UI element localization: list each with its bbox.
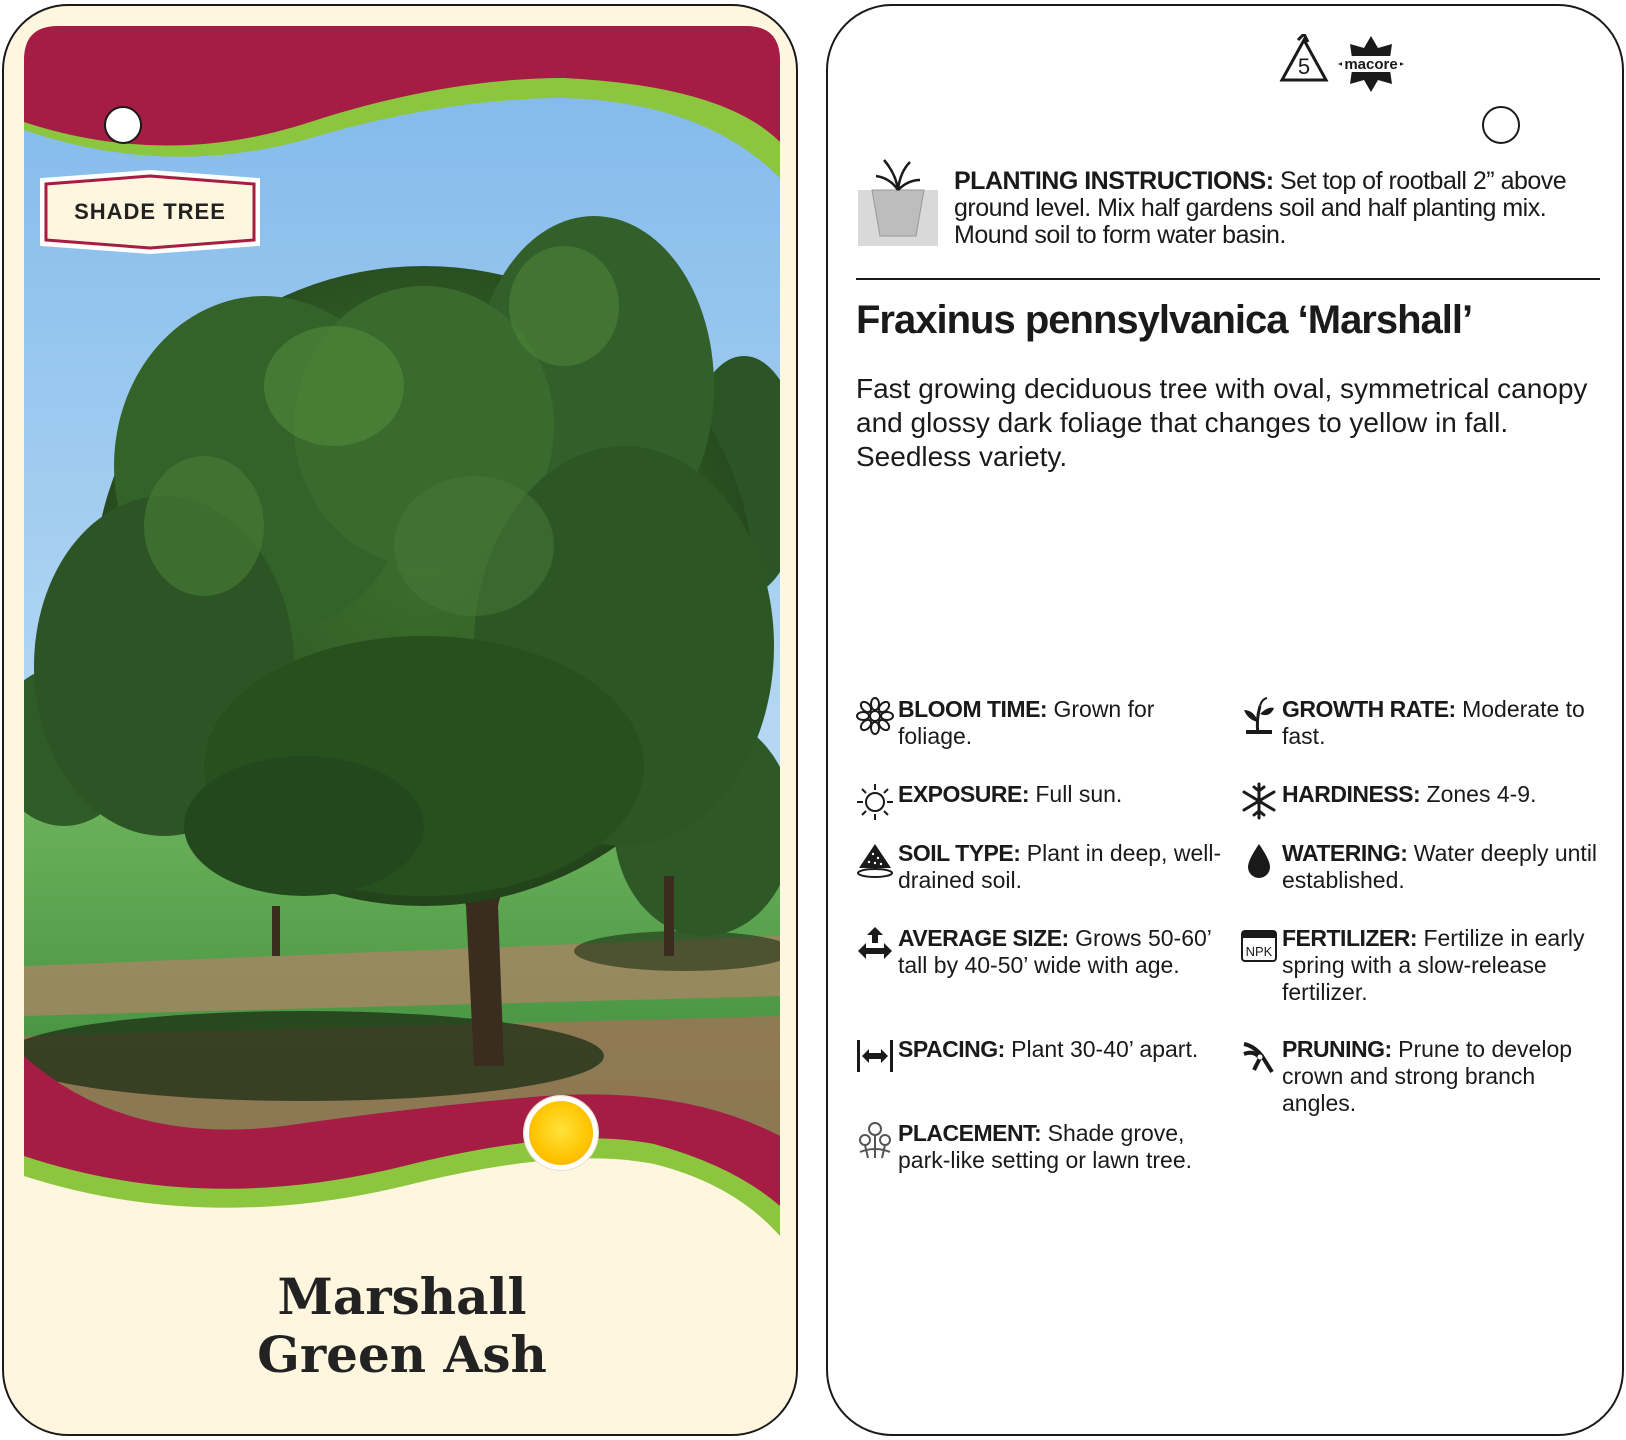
pruning-icon xyxy=(1240,1036,1278,1076)
placement-icon xyxy=(856,1120,894,1160)
plant-description: Fast growing deciduous tree with oval, symmetrical canopy and glossy dark foliage that changes to yellow in fall. Seedless variety. xyxy=(856,373,1588,472)
planting-text: Set top of rootball 2” above ground level. Mix half gardens soil and half planting mix. Mound soil to form water basin. xyxy=(954,167,1567,249)
growth-icon xyxy=(1240,696,1278,736)
soil-icon xyxy=(856,840,894,880)
snowflake-icon xyxy=(1240,781,1278,821)
water-drop-icon xyxy=(1240,840,1278,880)
svg-text:macore: macore xyxy=(1344,56,1398,73)
common-name-line2: Green Ash xyxy=(257,1325,547,1384)
full-sun-icon xyxy=(524,1096,598,1170)
front-tag xyxy=(2,4,798,1436)
botanical-name: Fraxinus pennsylvanica ‘Marshall’ xyxy=(856,298,1473,342)
spacing-icon xyxy=(856,1036,894,1076)
common-name xyxy=(4,1268,798,1384)
npk-label: NPK xyxy=(1245,944,1273,959)
planting-pot-icon xyxy=(856,154,940,250)
divider xyxy=(856,278,1600,280)
recycle-icon xyxy=(1276,34,1332,94)
planting-instructions xyxy=(954,168,1594,249)
recycle-number: 5 xyxy=(1297,54,1311,79)
common-name-line1: Marshall xyxy=(277,1267,527,1326)
macore-logo xyxy=(1336,34,1406,94)
planting-label: PLANTING INSTRUCTIONS: xyxy=(954,167,1274,195)
hang-hole xyxy=(1482,106,1520,144)
hang-hole xyxy=(104,106,142,144)
category-badge: SHADE TREE xyxy=(74,199,226,224)
flower-icon xyxy=(856,696,894,736)
size-icon xyxy=(856,925,894,965)
fertilizer-icon xyxy=(1240,925,1278,965)
back-tag: 5 macore PLANTING INSTRUCTIONS: Set top of rootball 2” above ground level. Mix half gardens soil and half planting mix. Mound soil to form water basin. Fraxinus pennsylvanica ‘Marshall’ Fast growing deciduous tree with oval, symmetrical canopy and glossy dark foliage that changes to yellow in fall. Seedless variety. BLOOM TIME: Grown for foliage. EXPOSURE: Full sun. SOIL TYPE: Plant in deep, well-drained soil. AVERAGE SIZE: Grows 50-60’ tall by 40-50’ wide with age. SPACING: Plant 30-40’ apart. PLACEMENT: Shade grove, park-like setting or lawn tree. GROWTH RATE: Moderate to fast. HARDINESS: Zones 4-9. WATERING: Water deeply until established. NPK FERTILIZER: Fertilize in early spring with a slow-release fertilizer. PRUNING: Prune to develop crown and strong branch angles. xyxy=(826,4,1624,1436)
sun-icon xyxy=(856,781,894,821)
